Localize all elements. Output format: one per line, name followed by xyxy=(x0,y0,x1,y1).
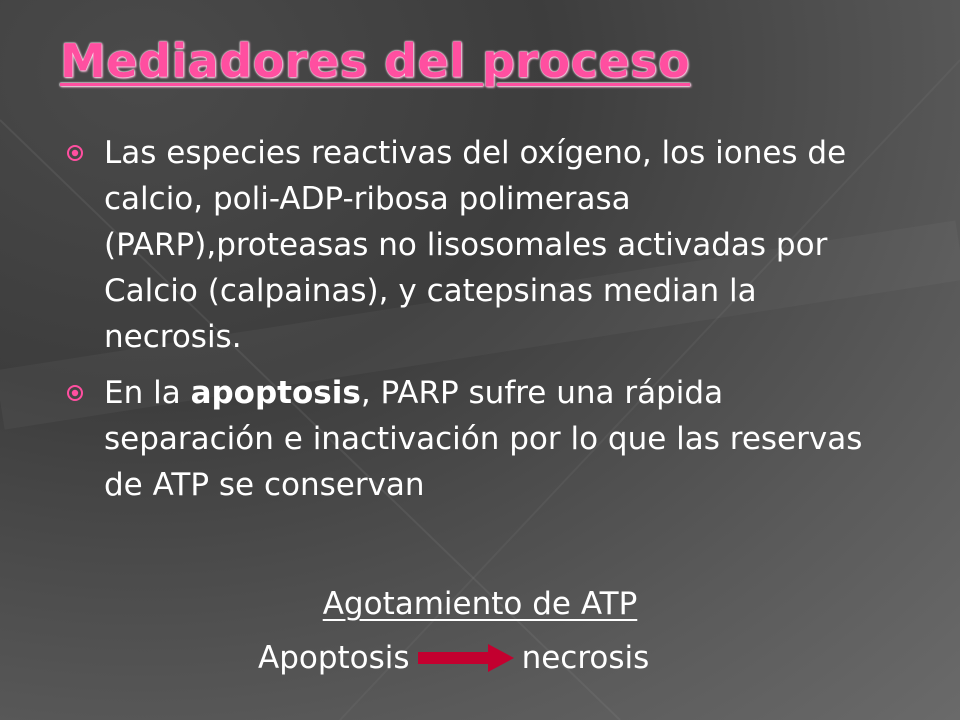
bullet-text-suffix: , PARP sufre una rápida separación e inactivación por lo que las reservas de ATP se conservan xyxy=(104,375,863,503)
apoptosis-necrosis-flow xyxy=(258,640,649,676)
flow-from: Apoptosis xyxy=(258,640,410,676)
bullet-text-prefix: En la xyxy=(104,375,191,411)
atp-depletion-line xyxy=(0,586,960,622)
page-title: Mediadores del proceso xyxy=(60,34,691,88)
bullet-item xyxy=(66,370,886,508)
circled-dot-icon xyxy=(66,384,84,402)
bullet-text: Las especies reactivas del oxígeno, los iones de calcio, poli-ADP-ribosa polimerasa (PARP),proteasas no lisosomales activadas por Calcio (calpainas), y catepsinas median la necrosis. xyxy=(104,135,847,355)
atp-depletion-text: Agotamiento de ATP xyxy=(322,586,638,622)
bullet-list xyxy=(66,130,886,518)
bullet-item xyxy=(66,130,886,360)
bullet-text-bold: apoptosis xyxy=(190,375,361,411)
right-arrow-icon xyxy=(416,640,516,676)
circled-dot-icon xyxy=(66,144,84,162)
flow-to: necrosis xyxy=(521,640,650,676)
